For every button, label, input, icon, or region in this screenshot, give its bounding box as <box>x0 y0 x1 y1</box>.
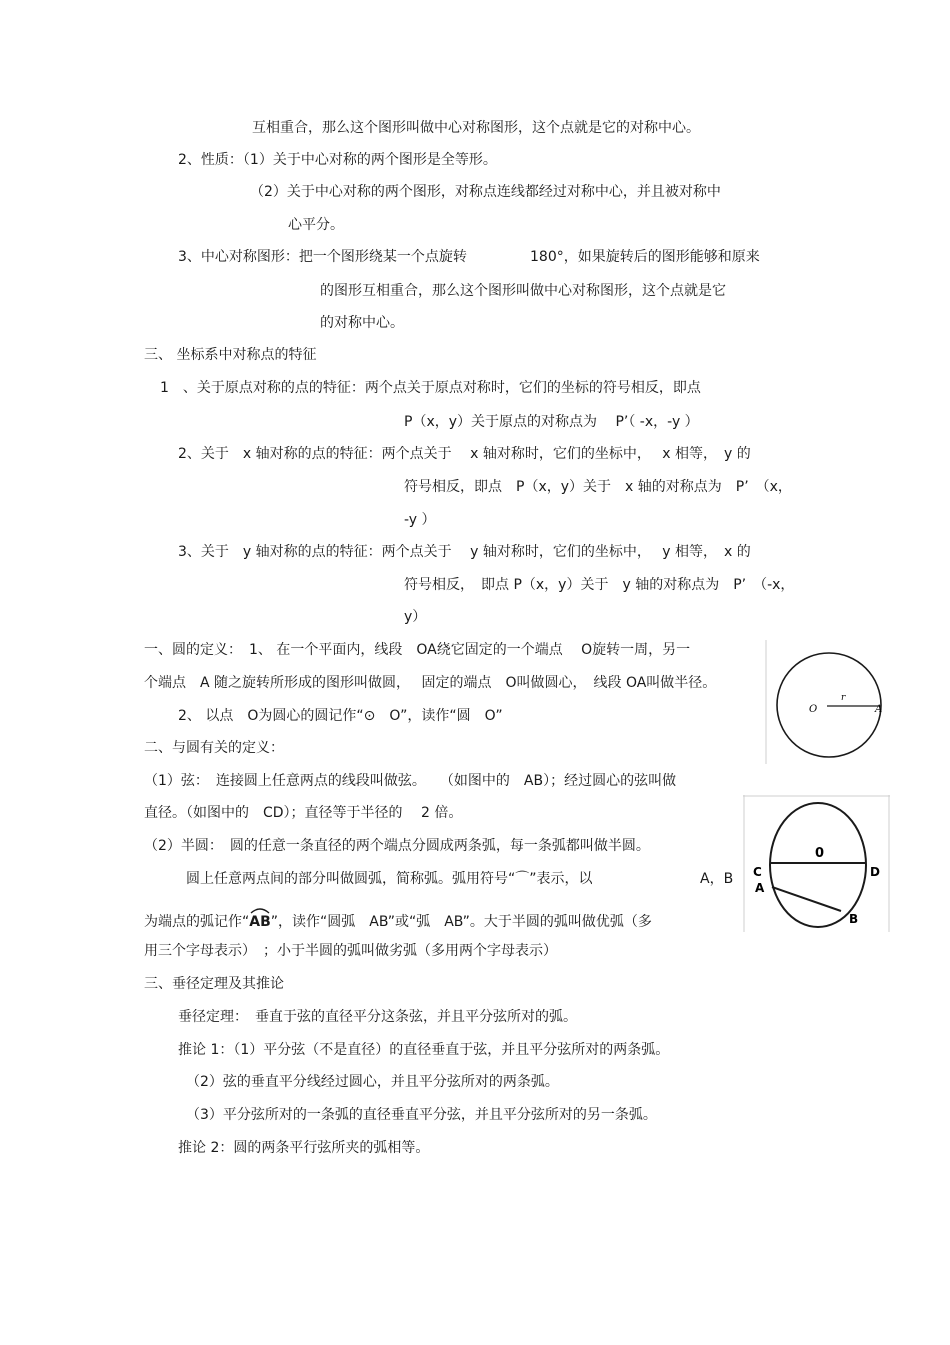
point-d-label: D <box>870 865 880 879</box>
point-a-label: A <box>875 704 883 715</box>
point-c-label: C <box>753 865 762 879</box>
circle-outline <box>777 653 881 757</box>
point-b-label: B <box>849 912 859 926</box>
chord-definition-line: （1）弦： 连接圆上任意两点的线段叫做弦。 （如图中的 AB）；经过圆心的弦叫做 <box>144 773 677 789</box>
origin-symmetry-line: P（x，y）关于原点的对称点为 P’（ -x，-y ） <box>404 414 699 430</box>
arc-symbol-icon <box>249 906 271 914</box>
circle-chord-figure <box>743 795 890 932</box>
arc-definition-line: 圆上任意两点间的部分叫做圆弧，简称弧。弧用符号“⌒”表示，以 <box>186 871 593 887</box>
arc-ab-letters: AB <box>249 914 271 930</box>
x-axis-symmetry-line: -y ） <box>404 512 436 528</box>
corollary-line: （2）弦的垂直平分线经过圆心，并且平分弦所对的两条弧。 <box>186 1074 559 1090</box>
diameter-definition-line: 直径。（如图中的 CD）；直径等于半径的 2 倍。 <box>144 805 463 821</box>
corollary-line: （3）平分弦所对的一条弧的直径垂直平分弦，并且平分弦所对的另一条弧。 <box>186 1107 657 1123</box>
center-label: 0 <box>815 846 825 861</box>
arc-notation-suffix: ”，读作“圆弧 AB”或“弧 AB”。大于半圆的弧叫做优弧（多 <box>270 914 652 930</box>
arc-notation-prefix: 为端点的弧记作“ <box>144 914 250 930</box>
text-line: 互相重合，那么这个图形叫做中心对称图形，这个点就是它的对称中心。 <box>252 120 700 136</box>
section-heading: 二、与圆有关的定义： <box>144 740 284 756</box>
circle-notation-line: 2、 以点 O为圆心的圆记作“⊙ O”，读作“圆 O” <box>178 708 503 724</box>
circle-outline <box>770 803 866 927</box>
theorem-line: 垂径定理： 垂直于弦的直径平分这条弦，并且平分弦所对的弧。 <box>178 1009 577 1025</box>
x-axis-symmetry-line: 符号相反，即点 P（x，y）关于 x 轴的对称点为 P’ （x， <box>404 479 792 495</box>
y-axis-symmetry-line: y） <box>404 609 427 625</box>
origin-symmetry-line: 1 、关于原点对称的点的特征：两个点关于原点对称时，它们的坐标的符号相反，即点 <box>160 380 701 396</box>
arc-ab-symbol <box>249 908 271 932</box>
definition-line: 180°，如果旋转后的图形能够和原来 <box>530 249 760 265</box>
definition-line: 的对称中心。 <box>320 315 404 331</box>
section-heading: 三、 坐标系中对称点的特征 <box>144 347 317 363</box>
property-line: 2、性质：（1）关于中心对称的两个图形是全等形。 <box>178 152 497 168</box>
corollary-line: 推论 1：（1）平分弦（不是直径）的直径垂直于弦，并且平分弦所对的两条弧。 <box>178 1042 670 1058</box>
semicircle-definition-line: （2）半圆： 圆的任意一条直径的两个端点分圆成两条弧，每一条弧都叫做半圆。 <box>144 838 650 854</box>
section-heading: 三、垂径定理及其推论 <box>144 976 284 992</box>
point-a-label: A <box>755 881 765 895</box>
arc-notation-line: 用三个字母表示） ；小于半圆的弧叫做劣弧（多用两个字母表示） <box>144 943 557 959</box>
circle-radius-figure <box>765 640 890 764</box>
circle-definition-line: 一、圆的定义： 1、 在一个平面内，线段 OA绕它固定的一个端点 O旋转一周，另一 <box>144 642 691 658</box>
property-line: （2）关于中心对称的两个图形，对称点连线都经过对称中心，并且被对称中 <box>250 184 721 200</box>
corollary-line: 推论 2：圆的两条平行弦所夹的弧相等。 <box>178 1140 430 1156</box>
circle-definition-line: 个端点 A 随之旋转所形成的图形叫做圆， 固定的端点 O叫做圆心， 线段 OA叫做半径。 <box>144 675 717 691</box>
y-axis-symmetry-line: 3、关于 y 轴对称的点的特征：两个点关于 y 轴对称时，它们的坐标中， y 相等， x 的 <box>178 544 751 560</box>
center-label: O <box>809 704 818 715</box>
x-axis-symmetry-line: 2、关于 x 轴对称的点的特征：两个点关于 x 轴对称时，它们的坐标中， x 相等， y 的 <box>178 446 751 462</box>
definition-line: 3、中心对称图形：把一个图形绕某一个点旋转 <box>178 249 467 265</box>
radius-label: r <box>841 693 846 703</box>
definition-line: 的图形互相重合，那么这个图形叫做中心对称图形，这个点就是它 <box>320 283 726 299</box>
property-line: 心平分。 <box>288 217 344 233</box>
y-axis-symmetry-line: 符号相反， 即点 P（x，y）关于 y 轴的对称点为 P’ （-x， <box>404 577 795 593</box>
arc-endpoints-text: A，B <box>700 871 734 887</box>
arc-notation-line <box>144 908 652 932</box>
